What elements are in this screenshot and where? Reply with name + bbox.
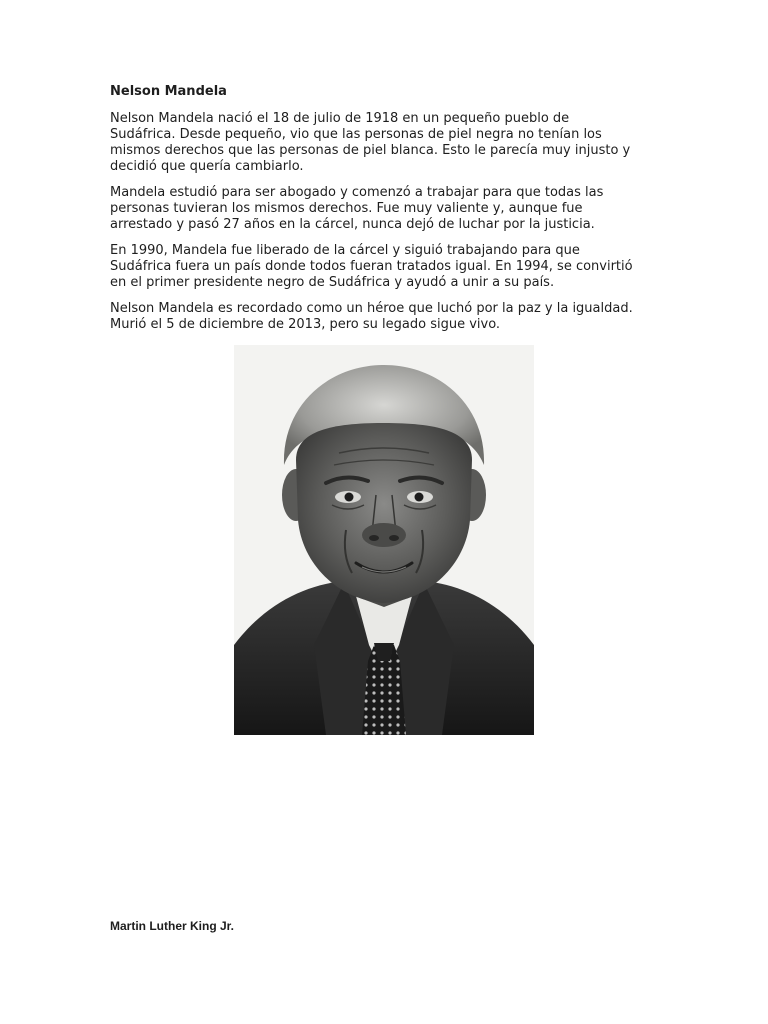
next-section-title: Martin Luther King Jr. xyxy=(110,919,235,933)
portrait-image xyxy=(234,345,534,735)
right-pupil xyxy=(415,493,424,502)
portrait-drawing xyxy=(234,345,534,735)
paragraph-presidency: En 1990, Mandela fue liberado de la cárcel y siguió trabajando para que Sudáfrica fuera un país donde todos fueran tratados igual. En 1994, se convirtió en el primer presidente negro de Sudáfrica y ayudó a unir a su país. xyxy=(110,243,633,290)
nose xyxy=(362,523,406,547)
left-pupil xyxy=(345,493,354,502)
paragraph-struggle: Mandela estudió para ser abogado y comenzó a trabajar para que todas las personas tuvieran los mismos derechos. Fue muy valiente y, aunque fue arrestado y pasó 27 años en la cárcel, nunca dejó de luchar por la justicia. xyxy=(110,185,604,232)
article-body xyxy=(110,84,670,343)
right-nostril xyxy=(389,535,399,541)
left-nostril xyxy=(369,535,379,541)
article-title: Nelson Mandela xyxy=(110,84,227,99)
paragraph-birth: Nelson Mandela nació el 18 de julio de 1918 en un pequeño pueblo de Sudáfrica. Desde pequeño, vio que las personas de piel negra no tenían los mismos derechos que las personas de piel blanca. Esto le parecía muy injusto y decidió que quería cambiarlo. xyxy=(110,111,631,174)
paragraph-legacy: Nelson Mandela es recordado como un héroe que luchó por la paz y la igualdad. Murió el 5 de diciembre de 2013, pero su legado sigue vivo. xyxy=(110,301,633,332)
